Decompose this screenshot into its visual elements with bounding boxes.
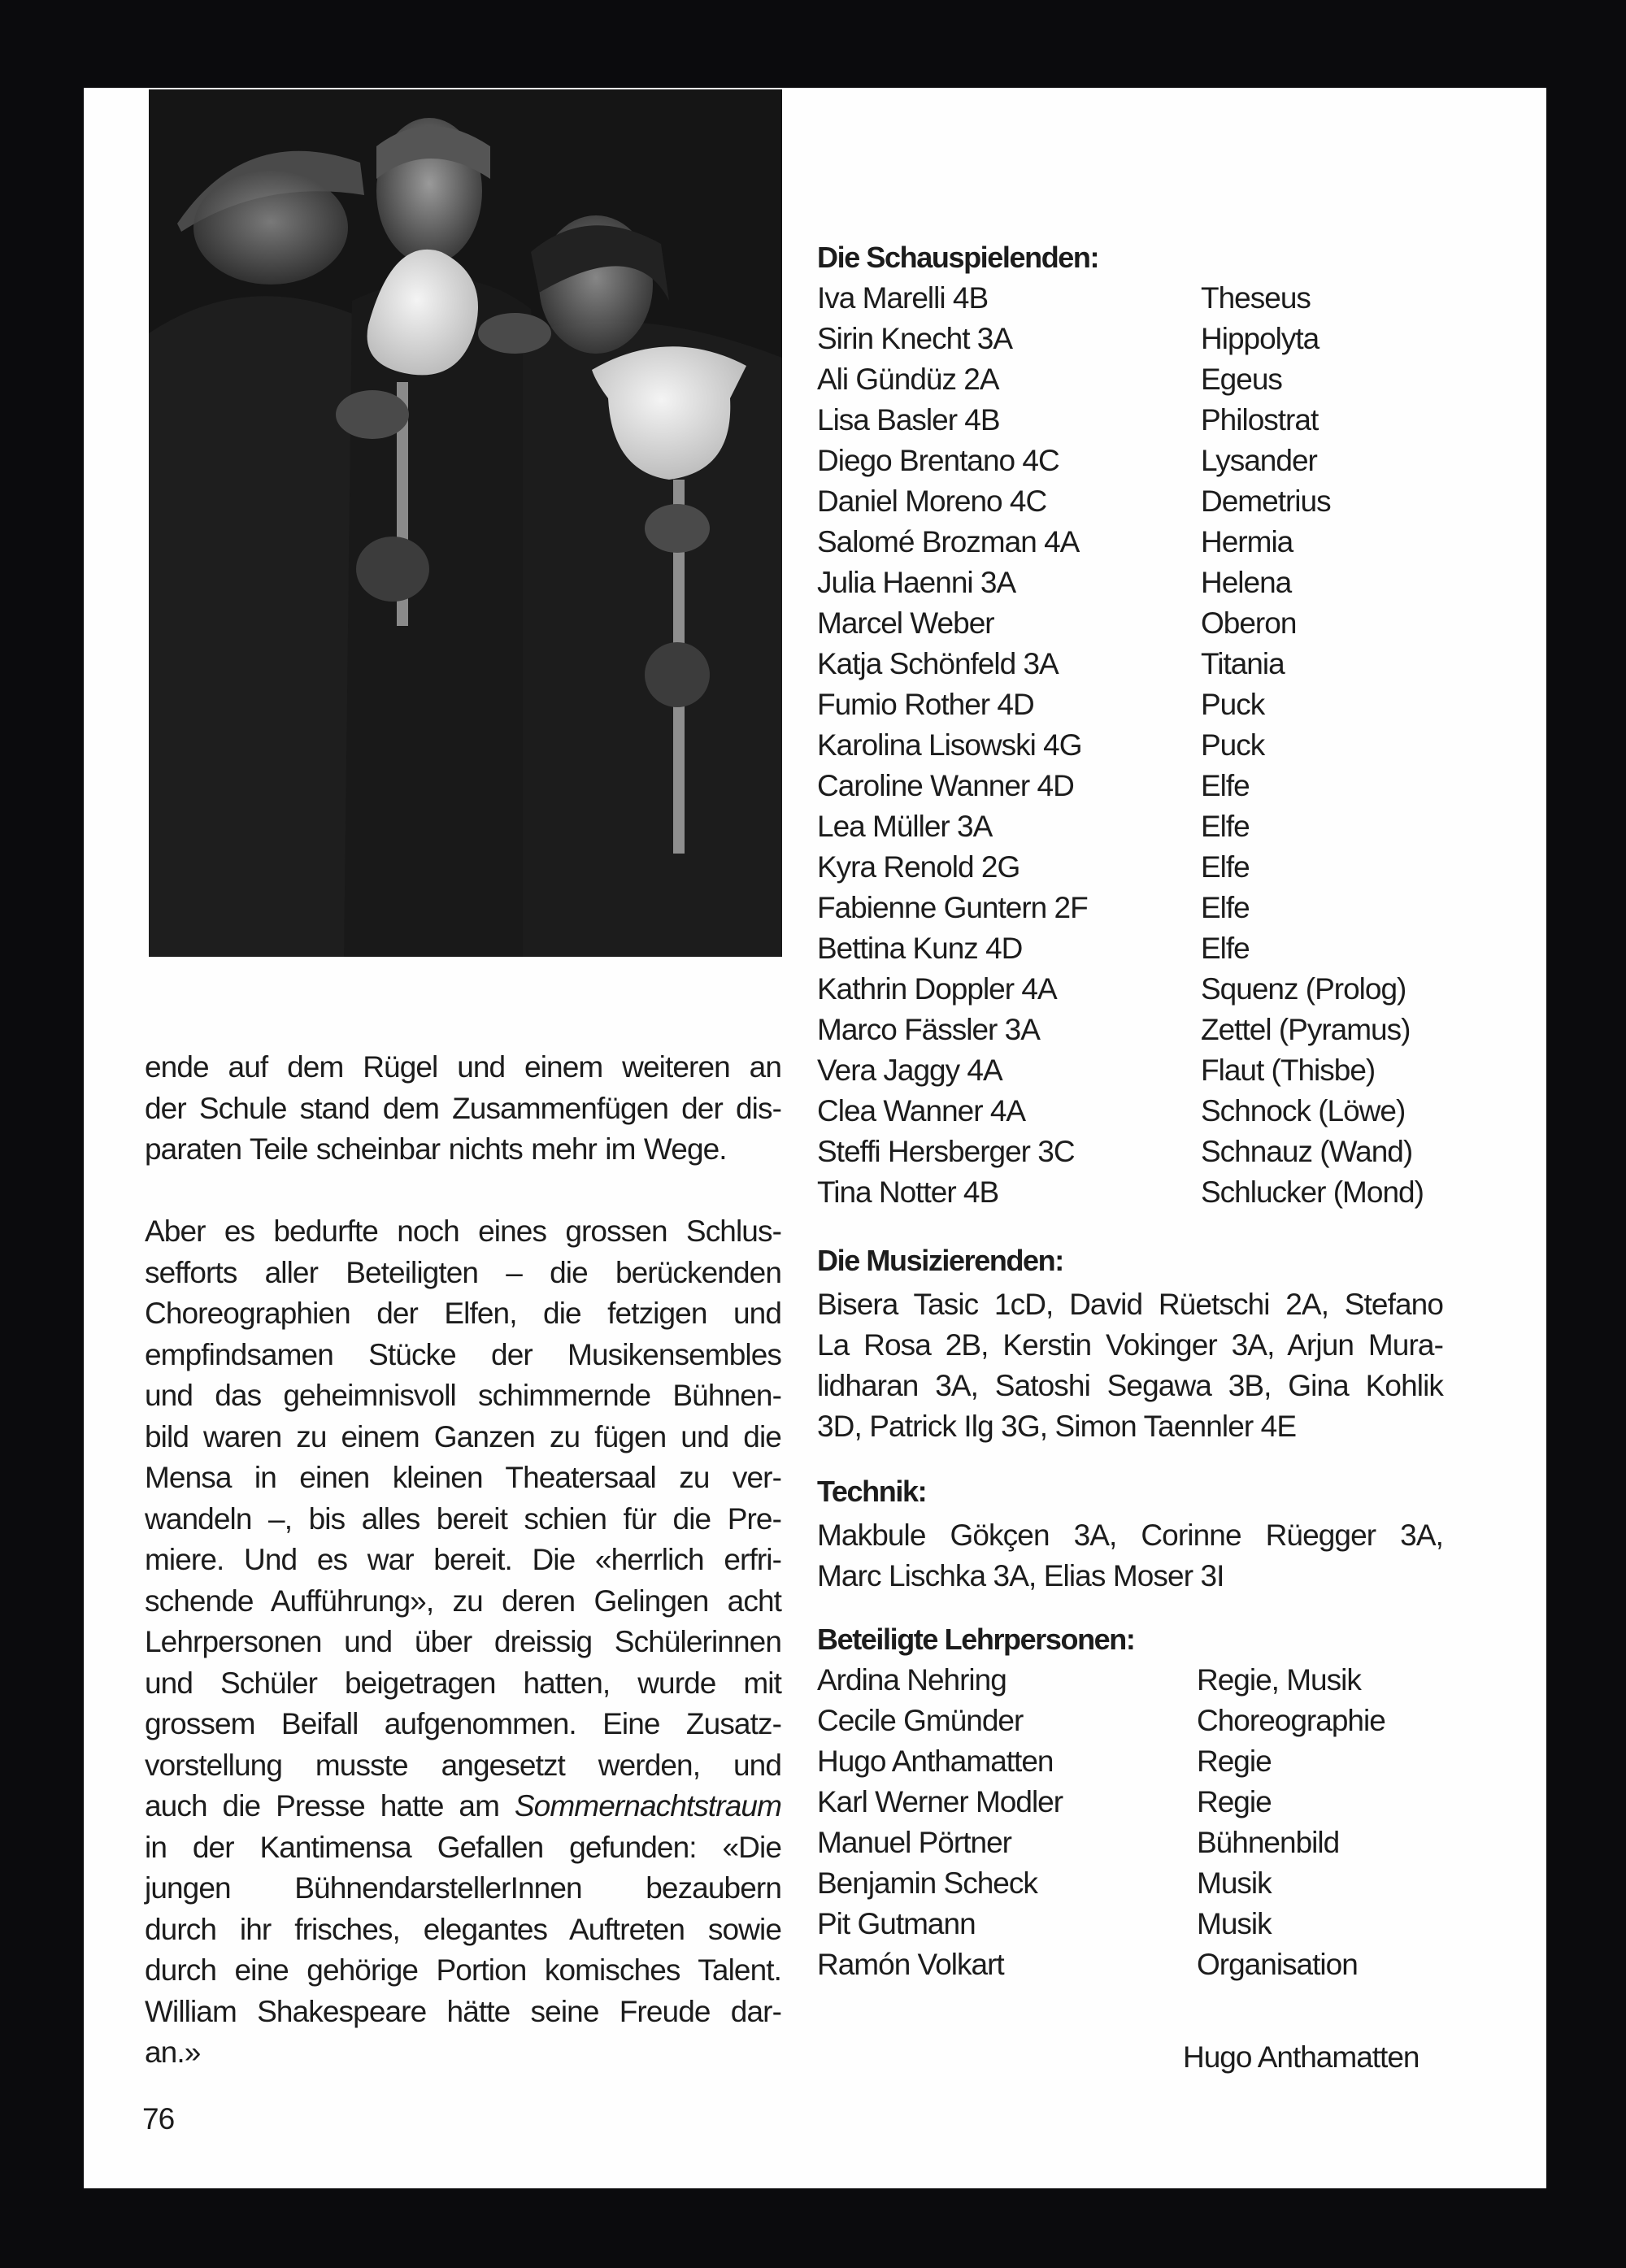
text-line: und das geheimnisvoll schimmernde Bühnen- — [145, 1379, 781, 1412]
actor-name: Kyra Renold 2G — [817, 850, 1020, 884]
teacher-name: Pit Gutmann — [817, 1907, 976, 1940]
teacher-name: Karl Werner Modler — [817, 1785, 1063, 1818]
teacher-role: Regie — [1197, 1744, 1272, 1778]
cast-row — [817, 1054, 1533, 1094]
actor-name: Daniel Moreno 4C — [817, 484, 1047, 518]
text-line: Mensa in einen kleinen Theatersaal zu ver- — [145, 1461, 781, 1494]
teacher-role: Choreographie — [1197, 1704, 1385, 1737]
teachers-heading: Beteiligte Lehrpersonen: — [817, 1623, 1135, 1656]
character-role: Puck — [1201, 688, 1265, 721]
text-line: und Schüler beigetragen hatten, wurde mit — [145, 1666, 781, 1700]
character-role: Hermia — [1201, 525, 1293, 558]
character-role: Egeus — [1201, 363, 1282, 396]
text-line: Choreographien der Elfen, die fetzigen und — [145, 1297, 781, 1330]
actor-name: Diego Brentano 4C — [817, 444, 1059, 477]
character-role: Elfe — [1201, 769, 1250, 802]
text-line: miere. Und es war bereit. Die «herrlich erfri- — [145, 1543, 781, 1576]
technik-list — [817, 1515, 1443, 1597]
teacher-row — [817, 1907, 1533, 1948]
actor-name: Lisa Basler 4B — [817, 403, 1000, 437]
cast-row — [817, 1175, 1533, 1216]
cast-row — [817, 891, 1533, 932]
teacher-role: Regie — [1197, 1785, 1272, 1818]
text-line: schende Aufführung», zu deren Gelingen acht — [145, 1584, 781, 1618]
text-line: sefforts aller Beteiligten – die berückenden — [145, 1255, 781, 1289]
actor-name: Ali Gündüz 2A — [817, 363, 999, 396]
character-role: Puck — [1201, 728, 1265, 762]
actor-name: Katja Schönfeld 3A — [817, 647, 1059, 680]
text-line: in der Kantimensa Gefallen gefunden: «Die — [145, 1830, 781, 1864]
text-line-with-title — [145, 1786, 781, 1827]
musicians-heading: Die Musizierenden: — [817, 1244, 1063, 1277]
cast-row — [817, 647, 1533, 688]
character-role: Elfe — [1201, 810, 1250, 843]
text-line: paraten Teile scheinbar nichts mehr im Wege. — [145, 1132, 727, 1166]
teacher-role: Musik — [1197, 1866, 1272, 1900]
text-line: Lehrpersonen und über dreissig Schülerinnen — [145, 1625, 781, 1658]
cast-row — [817, 1094, 1533, 1135]
text-line: wandeln –, bis alles bereit schien für die Pre- — [145, 1501, 781, 1536]
character-role: Theseus — [1201, 281, 1311, 315]
actor-name: Vera Jaggy 4A — [817, 1054, 1002, 1087]
teacher-name: Manuel Pörtner — [817, 1826, 1011, 1859]
cast-heading: Die Schauspielenden: — [817, 241, 1099, 274]
document-page — [84, 88, 1546, 2188]
character-role: Schlucker (Mond) — [1201, 1175, 1424, 1209]
actor-name: Steffi Hersberger 3C — [817, 1135, 1075, 1168]
teacher-role: Regie, Musik — [1197, 1663, 1361, 1697]
teacher-name: Hugo Anthamatten — [817, 1744, 1054, 1778]
technik-heading: Technik: — [817, 1475, 927, 1508]
play-title: Sommernachtstraum — [514, 1789, 781, 1823]
character-role: Schnock (Löwe) — [1201, 1094, 1406, 1127]
character-role: Elfe — [1201, 891, 1250, 924]
character-role: Hippolyta — [1201, 322, 1319, 355]
text-line: der Schule stand dem Zusammenfügen der dis- — [145, 1091, 781, 1125]
author-signature: Hugo Anthamatten — [1183, 2040, 1419, 2074]
cast-row — [817, 444, 1533, 484]
actor-name: Kathrin Doppler 4A — [817, 972, 1057, 1006]
cast-row — [817, 769, 1533, 810]
cast-row — [817, 363, 1533, 403]
text-line: 3D, Patrick Ilg 3G, Simon Taennler 4E — [817, 1410, 1297, 1443]
text-line: lidharan 3A, Satoshi Segawa 3B, Gina Kohlik — [817, 1369, 1443, 1402]
musicians-list — [817, 1284, 1443, 1447]
character-role: Elfe — [1201, 850, 1250, 884]
text-line: Makbule Gökçen 3A, Corinne Rüegger 3A, — [817, 1519, 1443, 1552]
actor-name: Iva Marelli 4B — [817, 281, 989, 315]
actor-name: Caroline Wanner 4D — [817, 769, 1074, 802]
teacher-name: Ramón Volkart — [817, 1948, 1004, 1981]
cast-row — [817, 728, 1533, 769]
actor-name: Fumio Rother 4D — [817, 688, 1034, 721]
actor-name: Fabienne Guntern 2F — [817, 891, 1088, 924]
character-role: Philostrat — [1201, 403, 1319, 437]
actor-name: Lea Müller 3A — [817, 810, 993, 843]
cast-row — [817, 932, 1533, 972]
text-line: jungen BühnendarstellerInnen bezaubern — [145, 1871, 781, 1905]
article-paragraph-1 — [145, 1047, 781, 1171]
teacher-name: Cecile Gmünder — [817, 1704, 1024, 1737]
actor-name: Bettina Kunz 4D — [817, 932, 1023, 965]
teacher-role: Bühnenbild — [1197, 1826, 1340, 1859]
text-line: La Rosa 2B, Kerstin Vokinger 3A, Arjun Mura- — [817, 1328, 1443, 1362]
teacher-row — [817, 1948, 1533, 1988]
actor-name: Marcel Weber — [817, 606, 994, 640]
teacher-row — [817, 1704, 1533, 1744]
character-role: Oberon — [1201, 606, 1297, 640]
text-line: empfindsamen Stücke der Musikensembles — [145, 1337, 781, 1371]
actor-name: Sirin Knecht 3A — [817, 322, 1013, 355]
teacher-role: Organisation — [1197, 1948, 1358, 1981]
teacher-role: Musik — [1197, 1907, 1272, 1940]
teacher-row — [817, 1866, 1533, 1907]
character-role: Zettel (Pyramus) — [1201, 1013, 1411, 1046]
cast-row — [817, 566, 1533, 606]
cast-row — [817, 606, 1533, 647]
cast-row — [817, 484, 1533, 525]
cast-row — [817, 850, 1533, 891]
actor-name: Marco Fässler 3A — [817, 1013, 1040, 1046]
character-role: Squenz (Prolog) — [1201, 972, 1406, 1006]
text-line: William Shakespeare hätte seine Freude dar- — [145, 1994, 781, 2028]
text-line: vorstellung musste angesetzt werden, und — [145, 1748, 781, 1782]
stage-photo — [149, 89, 782, 957]
cast-row — [817, 403, 1533, 444]
text-line: durch eine gehörige Portion komisches Talent. — [145, 1953, 781, 1987]
cast-row — [817, 525, 1533, 566]
actor-name: Tina Notter 4B — [817, 1175, 999, 1209]
text-line: bild waren zu einem Ganzen zu fügen und die — [145, 1419, 781, 1453]
teacher-row — [817, 1826, 1533, 1866]
cast-row — [817, 810, 1533, 850]
teacher-name: Benjamin Scheck — [817, 1866, 1037, 1900]
cast-row — [817, 688, 1533, 728]
character-role: Flaut (Thisbe) — [1201, 1054, 1376, 1087]
actor-name: Salomé Brozman 4A — [817, 525, 1080, 558]
text-line: Bisera Tasic 1cD, David Rüetschi 2A, Stefano — [817, 1288, 1443, 1321]
character-role: Helena — [1201, 566, 1292, 599]
character-role: Lysander — [1201, 444, 1317, 477]
photo-illustration — [149, 89, 782, 957]
cast-row — [817, 281, 1533, 322]
teacher-row — [817, 1744, 1533, 1785]
cast-row — [817, 1135, 1533, 1175]
actor-name: Clea Wanner 4A — [817, 1094, 1026, 1127]
text-line: ende auf dem Rügel und einem weiteren an — [145, 1050, 781, 1084]
text-fragment: auch die Presse hatte am — [145, 1789, 515, 1823]
cast-row — [817, 972, 1533, 1013]
page-number: 76 — [142, 2102, 175, 2135]
text-line: an.» — [145, 2036, 201, 2069]
character-role: Schnauz (Wand) — [1201, 1135, 1413, 1168]
actor-name: Julia Haenni 3A — [817, 566, 1016, 599]
teacher-row — [817, 1663, 1533, 1704]
character-role: Elfe — [1201, 932, 1250, 965]
text-line: durch ihr frisches, elegantes Auftreten sowie — [145, 1912, 781, 1946]
text-line: grossem Beifall aufgenommen. Eine Zusatz- — [145, 1707, 781, 1740]
teacher-row — [817, 1785, 1533, 1826]
article-paragraph-2 — [145, 1211, 781, 2074]
teacher-name: Ardina Nehring — [817, 1663, 1006, 1697]
text-line: Marc Lischka 3A, Elias Moser 3I — [817, 1559, 1224, 1592]
character-role: Demetrius — [1201, 484, 1331, 518]
cast-row — [817, 322, 1533, 363]
character-role: Titania — [1201, 647, 1285, 680]
actor-name: Karolina Lisowski 4G — [817, 728, 1082, 762]
text-line: Aber es bedurfte noch eines grossen Schlus- — [145, 1214, 781, 1248]
cast-row — [817, 1013, 1533, 1054]
